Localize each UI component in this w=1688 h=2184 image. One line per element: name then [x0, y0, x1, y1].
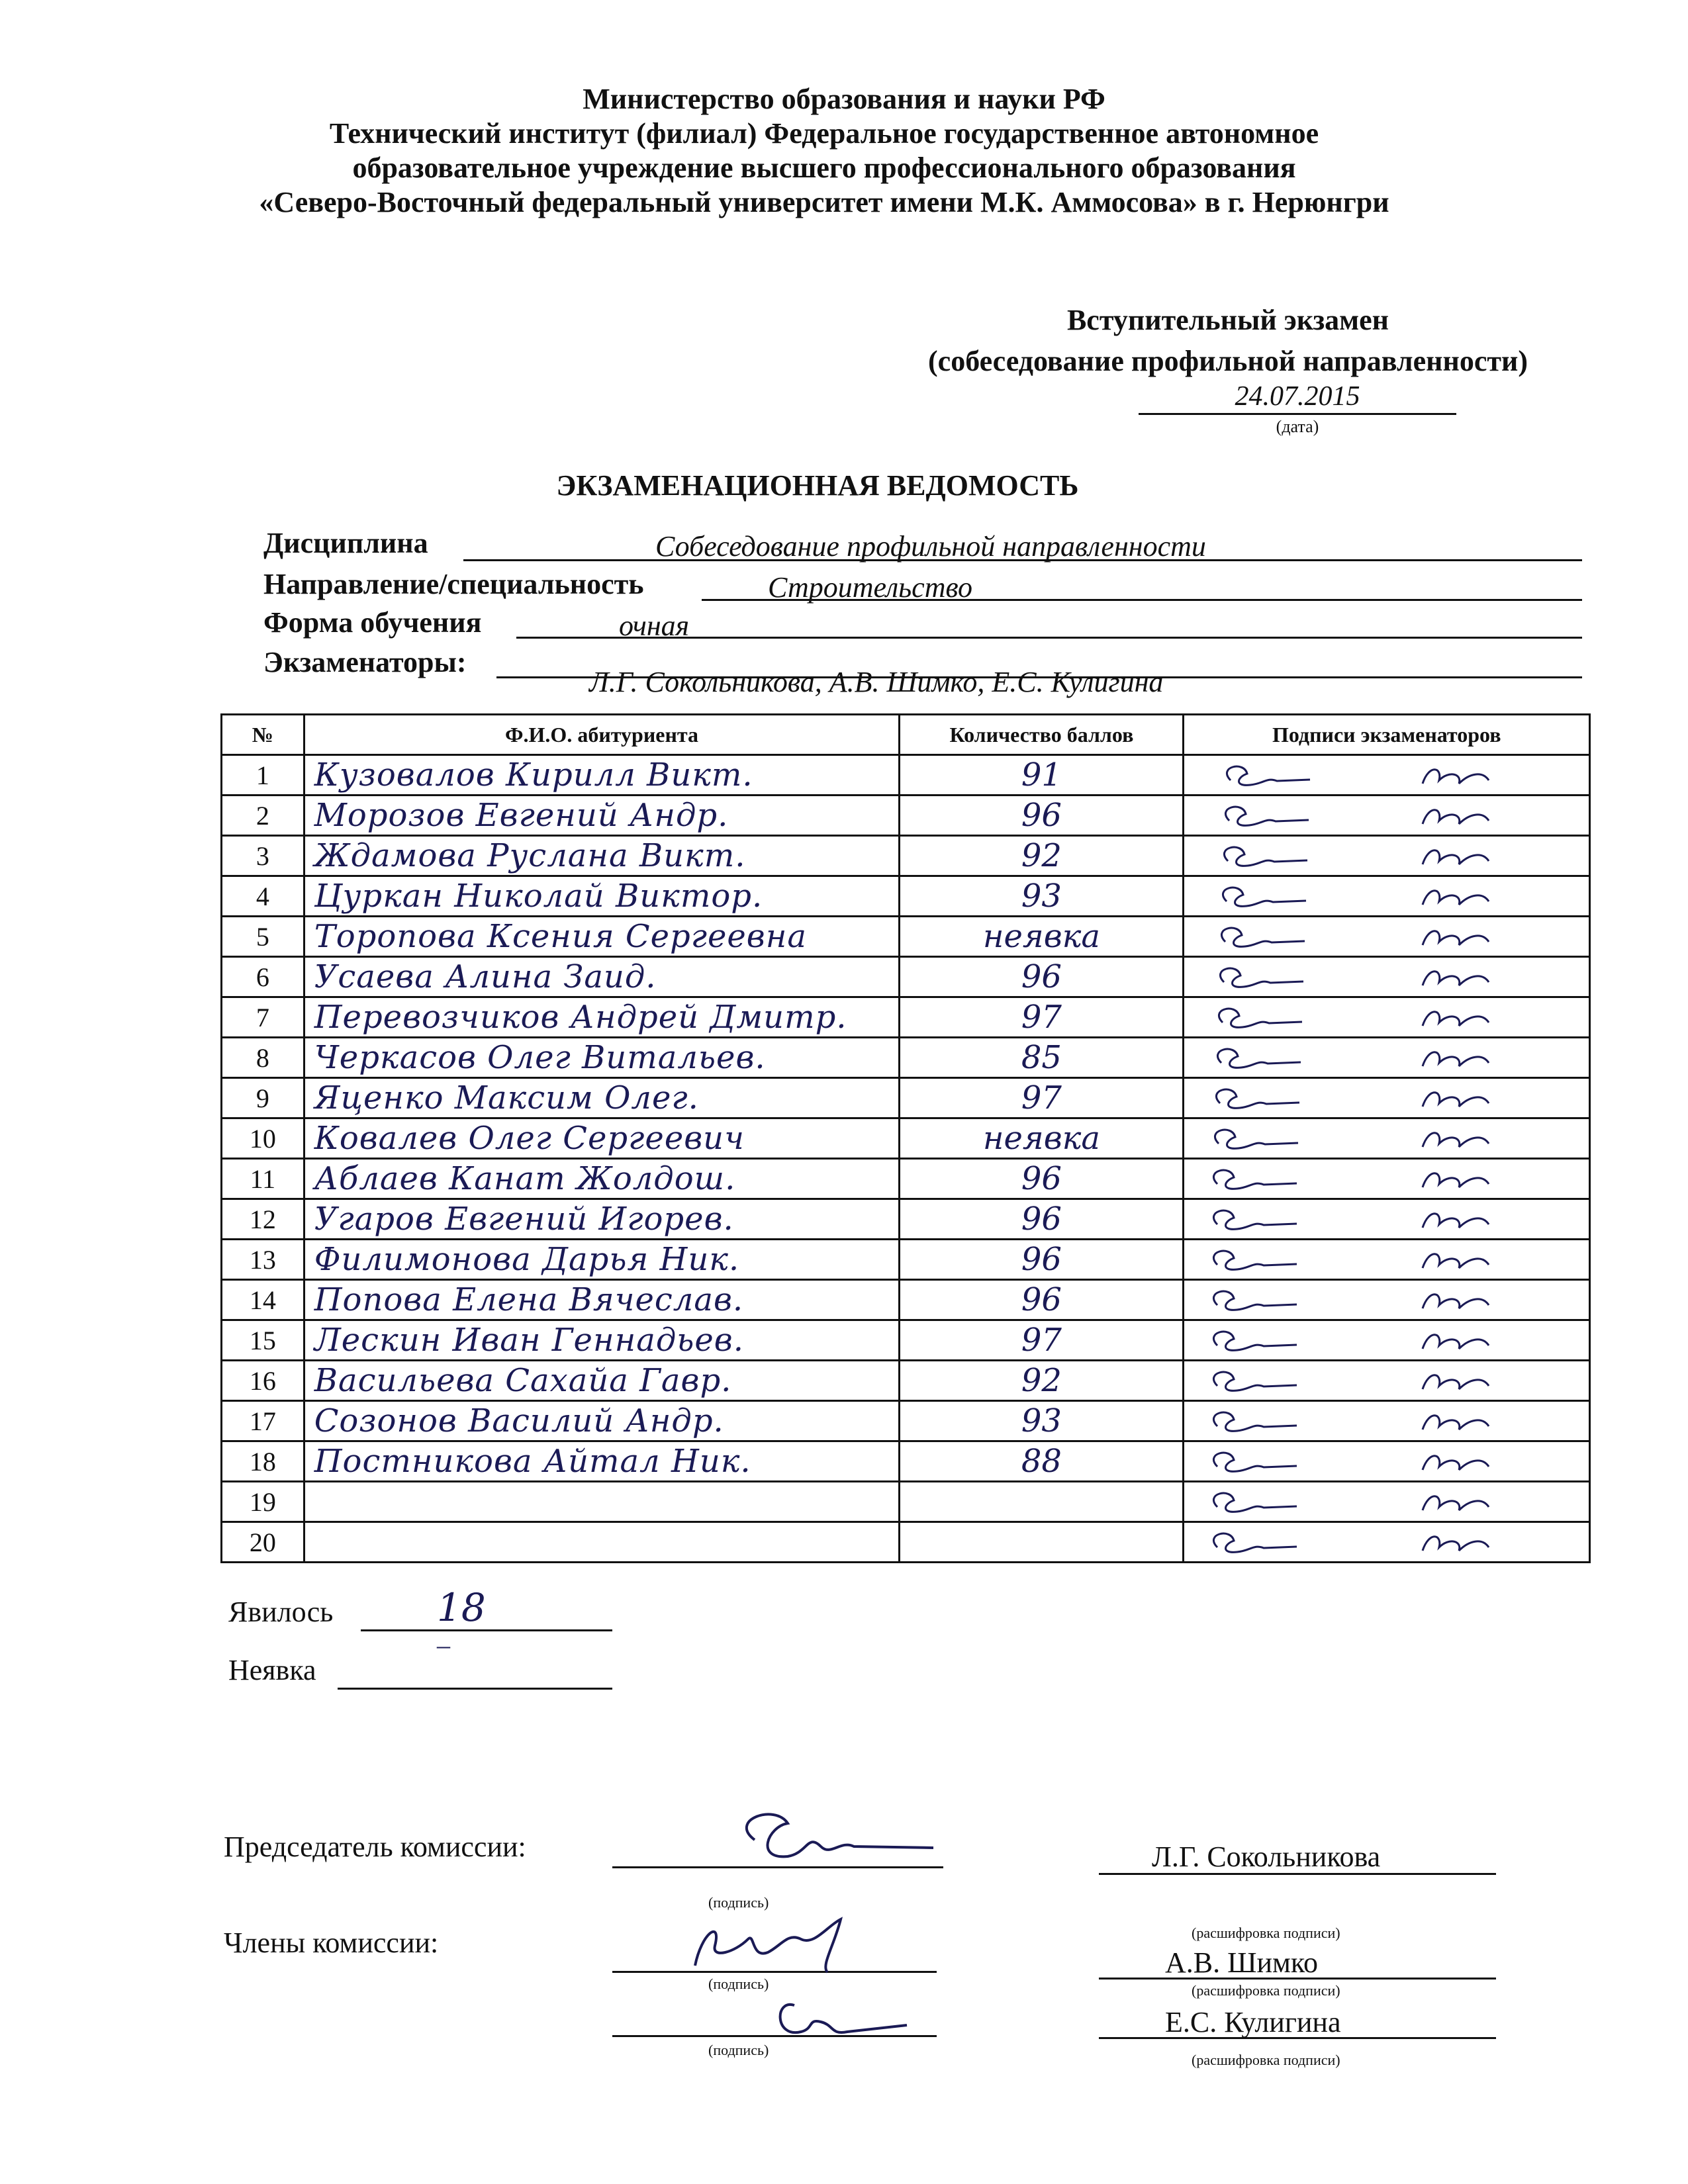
- score-cell: 88: [900, 1441, 1184, 1482]
- score-cell: 93: [900, 1401, 1184, 1441]
- examiner-signatures: [1184, 1320, 1590, 1361]
- table-row: [222, 836, 1590, 876]
- score-cell: неявка: [900, 917, 1184, 957]
- member2-name: Е.С. Кулигина: [1165, 2006, 1341, 2038]
- score-cell: 96: [900, 1240, 1184, 1280]
- ministry-line: Министерство образования и науки РФ: [583, 83, 1105, 115]
- applicant-name: Попова Елена Вячеслав.: [304, 1280, 900, 1320]
- examiners-label: Экзаменаторы:: [263, 646, 467, 678]
- exam-table: [220, 713, 1591, 1563]
- score-cell: 97: [900, 997, 1184, 1038]
- score-cell: [900, 1522, 1184, 1563]
- signature-stroke-2: [1423, 1295, 1489, 1308]
- applicant-name: Торопова Ксения Сергеевна: [304, 917, 900, 957]
- members-label: Члены комиссии:: [224, 1927, 439, 1959]
- member1-name-line: [1099, 1978, 1496, 1979]
- doc-title: ЭКЗАМЕНАЦИОННАЯ ВЕДОМОСТЬ: [556, 469, 1079, 502]
- examiner-signatures: [1184, 1361, 1590, 1401]
- exam-subtitle: (собеседование профильной направленности): [928, 345, 1528, 377]
- signature-scribble: [1184, 958, 1581, 996]
- applicant-name: Ковалев Олег Сергеевич: [304, 1118, 900, 1159]
- table-row: [222, 876, 1590, 917]
- signature-stroke-2: [1423, 1375, 1489, 1389]
- row-number: 18: [222, 1441, 305, 1482]
- applicant-name: Филимонова Дарья Ник.: [304, 1240, 900, 1280]
- signature-scribble: [1184, 837, 1581, 875]
- direction-label: Направление/специальность: [263, 568, 644, 600]
- signature-stroke-2: [1423, 1093, 1489, 1107]
- signature-stroke-2: [1423, 891, 1489, 905]
- row-number: 6: [222, 957, 305, 997]
- applicant-name: Усаева Алина Заид.: [304, 957, 900, 997]
- institute-line: Технический институт (филиал) Федеральное государственное автономное: [329, 117, 1319, 150]
- signature-stroke-1: [1223, 887, 1307, 906]
- table-row: [222, 1159, 1590, 1199]
- signature-stroke-1: [1214, 1251, 1297, 1269]
- member1-name: А.В. Шимко: [1165, 1946, 1319, 1979]
- row-number: 2: [222, 796, 305, 836]
- chair-name: Л.Г. Сокольникова: [1152, 1841, 1381, 1873]
- examiner-signatures: [1184, 1522, 1590, 1563]
- chair-signature: [715, 1800, 940, 1873]
- signature-scribble: [1184, 1119, 1581, 1158]
- examiner-signatures: [1184, 876, 1590, 917]
- table-row: [222, 755, 1590, 796]
- table-row: [222, 1320, 1590, 1361]
- applicant-name: Черкасов Олег Витальев.: [304, 1038, 900, 1078]
- absent-value: –: [437, 1630, 450, 1660]
- row-number: 4: [222, 876, 305, 917]
- applicant-name: Аблаев Канат Жолдош.: [304, 1159, 900, 1199]
- table-row: [222, 1361, 1590, 1401]
- date-underline: [1139, 413, 1456, 415]
- date-caption: (дата): [1276, 417, 1319, 436]
- form-label: Форма обучения: [263, 606, 482, 639]
- signature-stroke-2: [1423, 1173, 1489, 1187]
- absent-label: Неявка: [228, 1654, 316, 1686]
- signature-scribble: [1184, 877, 1581, 915]
- appeared-value: 18: [437, 1585, 486, 1630]
- score-cell: 97: [900, 1320, 1184, 1361]
- signature-stroke-2: [1423, 1496, 1489, 1510]
- chair-sign-caption: (подпись): [708, 1894, 769, 1911]
- row-number: 11: [222, 1159, 305, 1199]
- examiner-signatures: [1184, 755, 1590, 796]
- table-row: [222, 1038, 1590, 1078]
- member2-signature: [761, 1985, 920, 2052]
- examiner-signatures: [1184, 1078, 1590, 1118]
- signature-stroke-1: [1226, 807, 1309, 825]
- examiner-signatures: [1184, 1482, 1590, 1522]
- signature-scribble: [1184, 1240, 1581, 1279]
- examiner-signatures: [1184, 836, 1590, 876]
- signature-stroke-2: [1423, 1335, 1489, 1349]
- table-row: [222, 1078, 1590, 1118]
- score-cell: 96: [900, 1280, 1184, 1320]
- chair-decode-caption: (расшифровка подписи): [1192, 1925, 1340, 1941]
- signature-stroke-1: [1214, 1453, 1297, 1471]
- signature-stroke-1: [1218, 1049, 1301, 1068]
- appeared-underline: [361, 1629, 612, 1631]
- row-number: 1: [222, 755, 305, 796]
- examiner-signatures: [1184, 1401, 1590, 1441]
- signature-stroke-2: [1423, 972, 1489, 985]
- applicant-name: Перевозчиков Андрей Дмитр.: [304, 997, 900, 1038]
- score-cell: 92: [900, 1361, 1184, 1401]
- row-number: 19: [222, 1482, 305, 1522]
- examiner-signatures: [1184, 1159, 1590, 1199]
- table-row: [222, 1118, 1590, 1159]
- signature-scribble: [1184, 796, 1581, 835]
- applicant-name: Морозов Евгений Андр.: [304, 796, 900, 836]
- examiner-signatures: [1184, 957, 1590, 997]
- row-number: 3: [222, 836, 305, 876]
- table-row: [222, 957, 1590, 997]
- absent-underline: [338, 1688, 612, 1690]
- score-cell: 96: [900, 1159, 1184, 1199]
- applicant-name: Цуркан Николай Виктор.: [304, 876, 900, 917]
- applicant-name: [304, 1482, 900, 1522]
- table-row: [222, 1401, 1590, 1441]
- discipline-value: Собеседование профильной направленности: [655, 530, 1206, 563]
- row-number: 7: [222, 997, 305, 1038]
- score-cell: 96: [900, 796, 1184, 836]
- discipline-label: Дисциплина: [263, 527, 428, 559]
- signature-stroke-2: [1423, 1537, 1489, 1551]
- examiner-signatures: [1184, 1240, 1590, 1280]
- col-header-name: Ф.И.О. абитуриента: [304, 715, 900, 755]
- chair-label: Председатель комиссии:: [224, 1831, 526, 1863]
- university-line: «Северо-Восточный федеральный университет имени М.К. Аммосова» в г. Нерюнгри: [259, 186, 1389, 218]
- col-header-number: №: [222, 715, 305, 755]
- row-number: 5: [222, 917, 305, 957]
- signature-stroke-2: [1423, 1133, 1489, 1147]
- row-number: 8: [222, 1038, 305, 1078]
- examiner-signatures: [1184, 1441, 1590, 1482]
- table-row: [222, 1280, 1590, 1320]
- examiner-signatures: [1184, 997, 1590, 1038]
- signature-stroke-1: [1217, 1089, 1300, 1108]
- signature-stroke-1: [1221, 968, 1304, 987]
- signature-scribble: [1184, 1402, 1581, 1440]
- row-number: 20: [222, 1522, 305, 1563]
- table-row: [222, 796, 1590, 836]
- signature-scribble: [1184, 1079, 1581, 1117]
- signature-stroke-1: [1214, 1210, 1297, 1229]
- signature-stroke-2: [1423, 1214, 1489, 1228]
- examiner-signatures: [1184, 796, 1590, 836]
- signature-stroke-1: [1214, 1493, 1297, 1512]
- member2-sign-caption: (подпись): [708, 2042, 769, 2058]
- examiner-signatures: [1184, 1038, 1590, 1078]
- member2-decode-caption: (расшифровка подписи): [1192, 2052, 1340, 2068]
- signature-scribble: [1184, 1281, 1581, 1319]
- table-row: [222, 917, 1590, 957]
- signature-stroke-2: [1423, 770, 1489, 784]
- signature-stroke-1: [1214, 1291, 1297, 1310]
- score-cell: 91: [900, 755, 1184, 796]
- score-cell: 93: [900, 876, 1184, 917]
- member1-sign-caption: (подпись): [708, 1976, 769, 1992]
- applicant-name: Кузовалов Кирилл Викт.: [304, 755, 900, 796]
- row-number: 15: [222, 1320, 305, 1361]
- signature-stroke-2: [1423, 850, 1489, 864]
- row-number: 9: [222, 1078, 305, 1118]
- institute-line-2: образовательное учреждение высшего профессионального образования: [352, 152, 1296, 184]
- row-number: 16: [222, 1361, 305, 1401]
- row-number: 10: [222, 1118, 305, 1159]
- row-number: 13: [222, 1240, 305, 1280]
- examiner-signatures: [1184, 917, 1590, 957]
- signature-stroke-1: [1227, 766, 1311, 785]
- applicant-name: Яценко Максим Олег.: [304, 1078, 900, 1118]
- exam-title: Вступительный экзамен: [1066, 304, 1389, 336]
- table-row: [222, 1240, 1590, 1280]
- form-value: очная: [619, 610, 690, 642]
- signature-scribble: [1184, 1200, 1581, 1238]
- applicant-name: Угаров Евгений Игорев.: [304, 1199, 900, 1240]
- score-cell: 96: [900, 1199, 1184, 1240]
- examiner-signatures: [1184, 1199, 1590, 1240]
- signature-stroke-1: [1222, 928, 1305, 946]
- signature-scribble: [1184, 1361, 1581, 1400]
- signature-stroke-1: [1214, 1170, 1297, 1189]
- table-row: [222, 997, 1590, 1038]
- row-number: 14: [222, 1280, 305, 1320]
- signature-stroke-2: [1423, 810, 1489, 824]
- appeared-label: Явилось: [228, 1596, 334, 1628]
- signature-scribble: [1184, 756, 1581, 794]
- applicant-name: Постникова Айтал Ник.: [304, 1441, 900, 1482]
- signature-stroke-1: [1214, 1332, 1297, 1350]
- applicant-name: Лескин Иван Геннадьев.: [304, 1320, 900, 1361]
- signature-stroke-2: [1423, 1416, 1489, 1430]
- member2-name-line: [1099, 2037, 1496, 2039]
- row-number: 17: [222, 1401, 305, 1441]
- examiners-value: Л.Г. Сокольникова, А.В. Шимко, Е.С. Кулигина: [589, 666, 1164, 698]
- member1-signature: [675, 1906, 887, 1985]
- score-cell: 85: [900, 1038, 1184, 1078]
- chair-name-line: [1099, 1873, 1496, 1875]
- examiner-signatures: [1184, 1280, 1590, 1320]
- signature-scribble: [1184, 917, 1581, 956]
- table-row: [222, 1199, 1590, 1240]
- row-number: 12: [222, 1199, 305, 1240]
- table-row: [222, 1522, 1590, 1563]
- member1-decode-caption: (расшифровка подписи): [1192, 1982, 1340, 1999]
- score-cell: неявка: [900, 1118, 1184, 1159]
- signature-scribble: [1184, 998, 1581, 1036]
- signature-stroke-2: [1423, 1456, 1489, 1470]
- applicant-name: Созонов Василий Андр.: [304, 1401, 900, 1441]
- signature-stroke-1: [1214, 1372, 1297, 1390]
- examiner-signatures: [1184, 1118, 1590, 1159]
- signature-stroke-2: [1423, 1012, 1489, 1026]
- signature-stroke-1: [1214, 1533, 1297, 1552]
- direction-value: Строительство: [768, 571, 972, 604]
- applicant-name: Ждамова Руслана Викт.: [304, 836, 900, 876]
- score-cell: 97: [900, 1078, 1184, 1118]
- score-cell: 92: [900, 836, 1184, 876]
- signature-stroke-2: [1423, 1052, 1489, 1066]
- signature-scribble: [1184, 1160, 1581, 1198]
- signature-stroke-1: [1215, 1130, 1299, 1148]
- signature-scribble: [1184, 1442, 1581, 1480]
- signature-stroke-1: [1225, 847, 1308, 866]
- table-header-row: [222, 715, 1590, 755]
- signature-scribble: [1184, 1523, 1581, 1561]
- signature-stroke-2: [1423, 1254, 1489, 1268]
- score-cell: 96: [900, 957, 1184, 997]
- applicant-name: Васильева Сахайа Гавр.: [304, 1361, 900, 1401]
- signature-scribble: [1184, 1038, 1581, 1077]
- table-row: [222, 1441, 1590, 1482]
- signature-stroke-2: [1423, 931, 1489, 945]
- table-row: [222, 1482, 1590, 1522]
- col-header-score: Количество баллов: [900, 715, 1184, 755]
- col-header-signatures: Подписи экзаменаторов: [1184, 715, 1590, 755]
- applicant-name: [304, 1522, 900, 1563]
- signature-scribble: [1184, 1321, 1581, 1359]
- exam-date: 24.07.2015: [1235, 381, 1360, 412]
- signature-stroke-1: [1214, 1412, 1297, 1431]
- signature-stroke-1: [1219, 1009, 1303, 1027]
- score-cell: [900, 1482, 1184, 1522]
- signature-scribble: [1184, 1482, 1581, 1521]
